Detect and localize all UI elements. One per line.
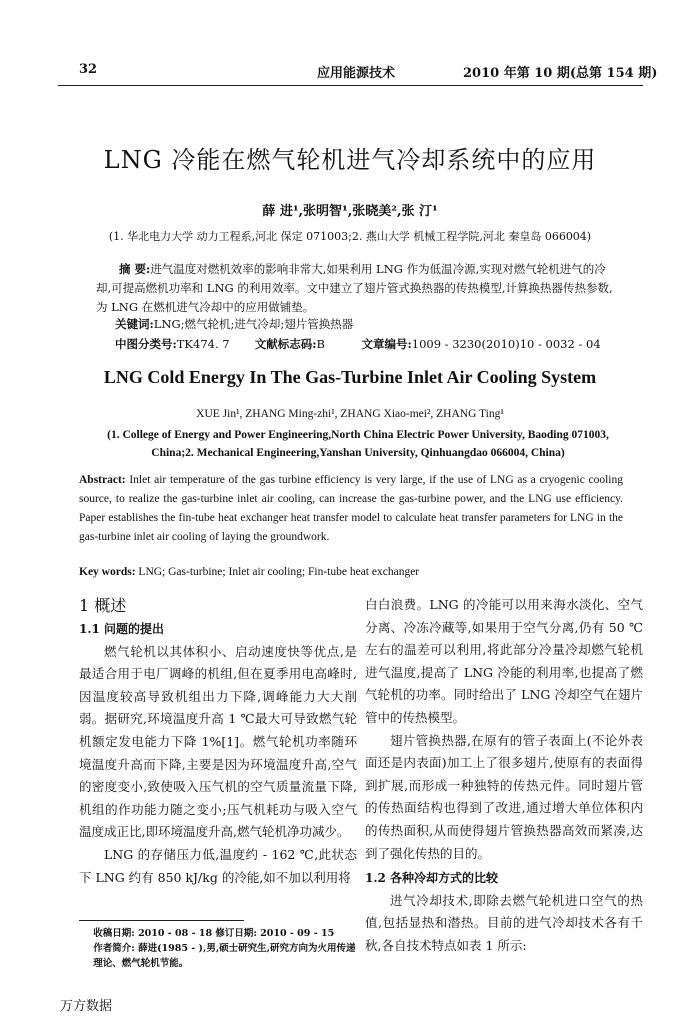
paragraph: 进气冷却技术,即除去燃气轮机进口空气的热值,包括显热和潜热。目前的进气冷却技术各有千秋,各自技术特点如表 1 所示: bbox=[365, 892, 643, 953]
body-column-right bbox=[365, 594, 643, 958]
footnote bbox=[79, 926, 359, 971]
subsection-heading: 1.1 问题的提出 bbox=[79, 622, 165, 636]
abstract-en-label: Abstract: bbox=[79, 474, 126, 486]
paragraph: 白白浪费。LNG 的冷能可以用来海水淡化、空气分离、冷冻冷藏等,如果用于空气分离,仍有 50 ℃左右的温差可以利用,将此部分冷量冷却燃气轮机进气温度,提高了 LNG 冷能的利用率,也提高了燃气轮机的功率。同时给出了 LNG 冷却空气在翅片管中的传热模型。 bbox=[365, 597, 643, 725]
paragraph: 燃气轮机以其体积小、启动速度快等优点,是最适合用于电厂调峰的机组,但在夏季用电高峰时,因温度较高导致机组出力下降,调峰能力大大削弱。据研究,环境温度升高 1 ℃最大可导致燃气轮机额定发电能力下降 1%[1]。燃气轮机功率随环境温度升高而下降,主要是因为环境温度升高,空气的密度变小,致使吸入压气机的空气质量流量下降,机组的作功能力随之变小;压气机耗功与吸入空气温度成正比,即环境温度升高,燃气轮机净功减少。 bbox=[79, 643, 357, 840]
keywords-english bbox=[79, 566, 419, 578]
watermark-footer: 万方数据 bbox=[60, 999, 113, 1014]
page-number: 32 bbox=[79, 62, 98, 77]
footnote-rule bbox=[79, 920, 244, 921]
affiliations-chinese: (1. 华北电力大学 动力工程系,河北 保定 071003;2. 燕山大学 机械工程学院,河北 秦皇岛 066004) bbox=[108, 230, 592, 243]
paragraph: 翅片管换热器,在原有的管子表面上(不论外表面还是内表面)加工上了很多翅片,使原有的表面得到扩展,而形成一种独特的传热元件。同时翅片管的传热面结构也得到了改进,通过增大单位体积内的传热面积,从而使得翅片管换热器高效而紧凑,达到了强化传热的目的。 bbox=[365, 732, 643, 861]
abstract-chinese bbox=[96, 260, 620, 317]
abstract-english bbox=[79, 471, 623, 547]
header-rule bbox=[58, 85, 643, 86]
journal-name: 应用能源技术 bbox=[317, 66, 396, 81]
keywords-text: LNG;燃气轮机;进气冷却;翅片管换热器 bbox=[153, 317, 354, 331]
classification-line bbox=[115, 336, 601, 352]
keywords-label: 关键词: bbox=[115, 317, 154, 331]
authors-chinese: 薛 进¹,张明智¹,张晓美²,张 汀¹ bbox=[262, 204, 438, 219]
title-chinese: LNG 冷能在燃气轮机进气冷却系统中的应用 bbox=[103, 146, 597, 174]
keywords-en-label: Key words: bbox=[79, 566, 136, 578]
keywords-en-text: LNG; Gas-turbine; Inlet air cooling; Fin-tube heat exchanger bbox=[135, 566, 420, 578]
issue-info: 2010 年第 10 期(总第 154 期) bbox=[463, 66, 658, 81]
abstract-en-text: Inlet air temperature of the gas turbine efficiency is very large, if the use of LNG as a cryogenic cooling source, to realize the gas-turbine inlet air cooling, can increase the gas-turbine power, and the LNG use efficiency. Paper establishes the fin-tube heat exchanger heat transfer model to calculate heat transfer parameters for LNG in the gas-turbine inlet air cooling of laying the groundwork. bbox=[79, 474, 623, 543]
doc-code-label: 文献标志码: bbox=[254, 337, 317, 351]
authors-english: XUE Jin¹, ZHANG Ming-zhi¹, ZHANG Xiao-mei², ZHANG Ting¹ bbox=[196, 408, 504, 420]
title-english: LNG Cold Energy In The Gas-Turbine Inlet Air Cooling System bbox=[103, 367, 597, 387]
doc-code-value: B bbox=[316, 337, 325, 351]
abstract-text: 进气温度对燃机效率的影响非常大,如果利用 LNG 作为低温冷源,实现对燃气轮机进气的冷却,可提高燃机功率和 LNG 的利用效率。文中建立了翅片管式换热器的传热模型,计算换热器传热参数,为 LNG 在燃机进气冷却中的应用做铺垫。 bbox=[96, 262, 613, 314]
footnote-author: 作者简介: 薛进(1985 - ),男,硕士研究生,研究方向为火用传递理论、燃气轮机节能。 bbox=[93, 943, 356, 969]
clc-label: 中图分类号: bbox=[115, 337, 177, 351]
abstract-label: 摘 要: bbox=[119, 262, 151, 276]
paragraph: LNG 的存储压力低,温度约 - 162 ℃,此状态下 LNG 约有 850 kJ/kg 的冷能,如不加以利用将 bbox=[79, 846, 357, 885]
article-no-value: 1009 - 3230(2010)10 - 0032 - 04 bbox=[411, 337, 601, 351]
affiliations-english: (1. College of Energy and Power Engineering,North China Electric Power University, Baoding 071003, China;2. Mechanical Engineering,Yanshan University, Qinhuangdao 066004, China) bbox=[107, 429, 609, 459]
clc-value: TK474. 7 bbox=[176, 337, 230, 351]
keywords-chinese bbox=[115, 316, 353, 332]
article-no-label: 文章编号: bbox=[361, 337, 412, 351]
subsection-heading: 1.2 各种冷却方式的比较 bbox=[365, 871, 499, 886]
footnote-dates: 收稿日期: 2010 - 08 - 18 修订日期: 2010 - 09 - 15 bbox=[93, 928, 335, 939]
section-heading: 1 概述 bbox=[79, 596, 127, 615]
body-column-left bbox=[79, 594, 357, 889]
